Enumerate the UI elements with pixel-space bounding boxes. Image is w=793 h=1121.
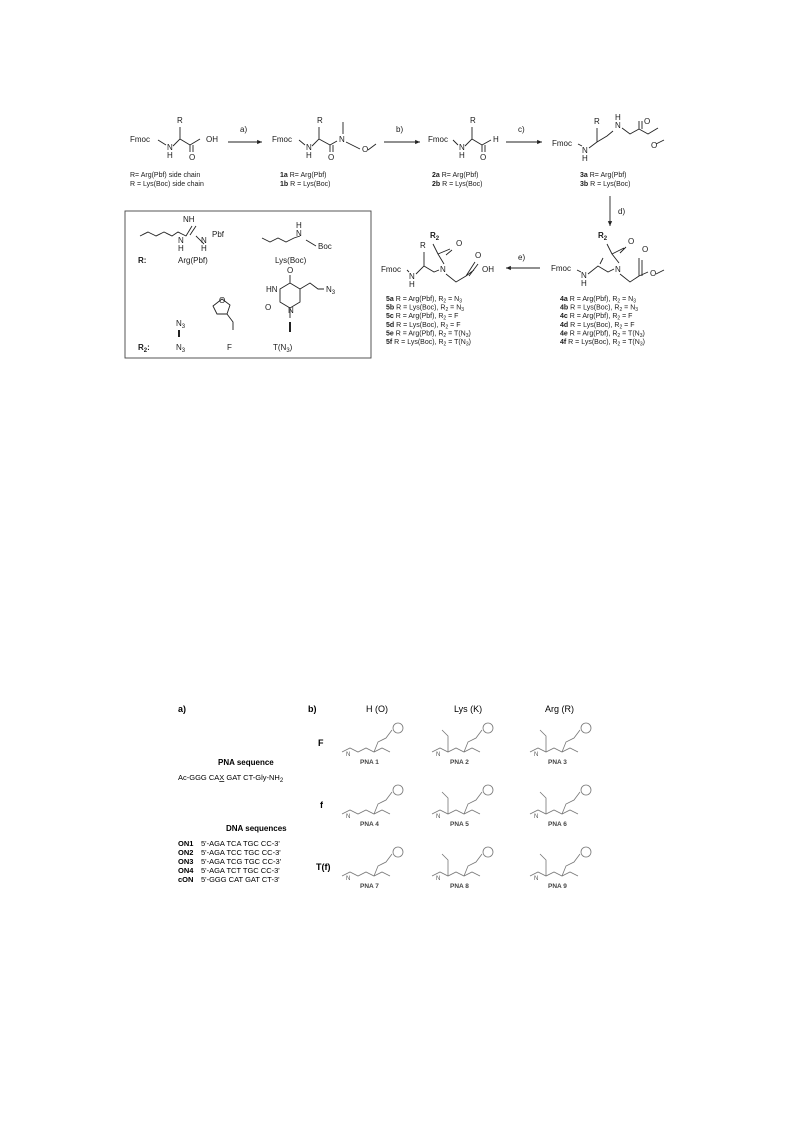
h-label: H xyxy=(581,279,587,288)
dna-seq: 5'-GGG CAT GAT CT-3' xyxy=(201,875,280,884)
h-label: H xyxy=(459,151,465,160)
nh-label: N xyxy=(534,814,539,820)
h-label: H xyxy=(167,151,173,160)
ring xyxy=(483,847,493,857)
row-label-tf: T(f) xyxy=(316,862,331,872)
ring xyxy=(393,723,403,733)
n-label: N xyxy=(615,121,621,130)
pna-structure xyxy=(342,785,403,828)
pna-label: PNA 8 xyxy=(450,883,469,890)
paren: ) xyxy=(642,339,645,346)
subscript: 2 xyxy=(443,298,447,305)
h-label: H xyxy=(409,280,415,289)
nh-label: N xyxy=(346,814,351,820)
subscript: 3 xyxy=(465,341,469,348)
compound-id: 4f xyxy=(560,339,567,346)
r2-label xyxy=(598,231,608,242)
subscript: 2 xyxy=(443,315,447,322)
compound-4-row xyxy=(560,330,645,339)
n-label: N xyxy=(178,236,184,245)
subscript: 2 xyxy=(443,341,447,348)
nh-label: N xyxy=(436,876,441,882)
compound-id: 5c xyxy=(386,313,394,321)
column-header-h: H (O) xyxy=(366,704,388,714)
t-text: T(N xyxy=(273,343,287,352)
o-label: O xyxy=(650,269,657,278)
pna-sequence-title: PNA sequence xyxy=(218,758,274,767)
compound-4-row xyxy=(560,313,632,322)
n3-label xyxy=(326,285,336,296)
n3-subscript: 3 xyxy=(331,290,336,296)
compound-5-row xyxy=(386,313,458,322)
r-label: R xyxy=(317,116,323,125)
step-e-label: e) xyxy=(518,253,526,262)
dna-id: ON4 xyxy=(178,866,194,875)
compound-id: 5f xyxy=(386,339,393,346)
step-b-label: b) xyxy=(396,125,404,134)
fmoc-label: Fmoc xyxy=(272,135,292,144)
pna-label: PNA 7 xyxy=(360,883,379,890)
compound-id: 5a xyxy=(386,296,394,303)
dna-id: ON1 xyxy=(178,839,194,848)
hn-label: HN xyxy=(266,285,278,294)
compound-desc: R= Arg(Pbf) xyxy=(287,172,327,179)
o-label: O xyxy=(480,153,487,162)
compound-id: 4b xyxy=(560,304,569,312)
compound-id-3a: 3a xyxy=(580,172,588,179)
compound-desc: R = Lys(Boc), R xyxy=(566,339,618,346)
ring xyxy=(581,847,591,857)
compound-desc: R = Lys(Boc) xyxy=(288,181,331,188)
compound-4-row xyxy=(560,296,636,305)
r2-value: = N xyxy=(622,304,636,312)
h-label: H xyxy=(582,154,588,163)
svg-text:2a R= Arg(Pbf) xyxy=(432,172,479,179)
svg-text:3a R= Arg(Pbf) xyxy=(580,172,627,179)
compound-4-row xyxy=(560,339,645,348)
pna-structure xyxy=(432,847,493,890)
o-label: O xyxy=(651,141,658,150)
n-label: N xyxy=(615,265,621,274)
subscript: 3 xyxy=(635,307,639,314)
h-label: H xyxy=(178,244,184,253)
n-label: N xyxy=(296,229,302,238)
column-header-arg: Arg (R) xyxy=(545,704,574,714)
n3-structure xyxy=(176,319,186,330)
n-label: N xyxy=(409,272,415,281)
compound-desc: R = Lys(Boc), R xyxy=(394,321,446,329)
subscript: 2 xyxy=(617,341,621,348)
t-n3-label xyxy=(273,343,293,354)
row-label-f-lower: f xyxy=(320,800,323,810)
subscript: 2 xyxy=(617,332,621,339)
arg-pbf-label: Arg(Pbf) xyxy=(178,256,208,265)
legend xyxy=(138,215,336,354)
dna-row xyxy=(178,866,280,875)
nh-label: N xyxy=(346,876,351,882)
subscript: 3 xyxy=(633,298,637,305)
compound-4-row xyxy=(560,322,635,331)
nh-label: N xyxy=(436,814,441,820)
ring xyxy=(581,723,591,733)
r2-value: = T(N xyxy=(620,330,640,338)
compound-id: 5d xyxy=(386,321,395,329)
compound-2 xyxy=(428,116,499,188)
h-label: H xyxy=(201,244,207,253)
row-label-f-upper: F xyxy=(318,738,324,748)
dna-seq: 5'-AGA TCT TGC CC-3' xyxy=(201,866,280,875)
r2-legend-label xyxy=(138,343,150,354)
cationic-chain xyxy=(442,730,448,752)
r-label: R xyxy=(177,116,183,125)
compound-desc: R = Arg(Pbf), R xyxy=(567,330,618,338)
subscript: 2 xyxy=(617,298,621,305)
cationic-chain xyxy=(442,792,448,814)
pbf-label: Pbf xyxy=(212,230,225,239)
r2-value: = T(N xyxy=(620,339,640,346)
r2-label xyxy=(430,231,440,242)
compound-id: 5b xyxy=(386,304,395,312)
compound-desc: R = Lys(Boc), R xyxy=(394,304,446,312)
compound-id-1a: 1a xyxy=(280,172,288,179)
h-label: H xyxy=(615,113,621,122)
compound-5-row xyxy=(386,305,464,314)
dna-id: ON2 xyxy=(178,848,194,857)
r2-text: R xyxy=(138,343,144,352)
thymine-ring xyxy=(280,275,324,318)
f-label: F xyxy=(227,343,232,352)
pna-label: PNA 1 xyxy=(360,759,379,766)
pna-seq-x: X xyxy=(219,773,225,782)
side-chain-note-lys: R = Lys(Boc) side chain xyxy=(130,181,204,188)
boc-label: Boc xyxy=(318,242,332,251)
compound-5-row xyxy=(386,296,462,305)
dna-id: cON xyxy=(178,875,194,884)
subscript: 2 xyxy=(445,324,449,331)
compound-desc: R = Lys(Boc) xyxy=(588,181,631,188)
n-label: N xyxy=(339,135,345,144)
pna-label: PNA 2 xyxy=(450,759,469,766)
compound-id: 5e xyxy=(386,330,394,338)
dna-seq: 5'-AGA TCA TGC CC-3' xyxy=(201,839,280,848)
subscript: 3 xyxy=(461,307,465,314)
step-d-label: d) xyxy=(618,207,626,216)
h-label: H xyxy=(306,151,312,160)
compound-5 xyxy=(381,231,494,348)
r2-subscript: 2 xyxy=(603,236,608,242)
lys-boc-label: Lys(Boc) xyxy=(275,256,307,265)
pna-structure xyxy=(530,785,591,828)
ring xyxy=(581,785,591,795)
r2-text: R xyxy=(598,231,604,240)
subscript: 2 xyxy=(443,332,447,339)
paren: ) xyxy=(468,330,471,338)
o-label: O xyxy=(362,145,369,154)
step-c-label: c) xyxy=(518,125,525,134)
h-label: H xyxy=(493,135,499,144)
pna-structure xyxy=(432,723,493,766)
reaction-scheme xyxy=(0,0,793,400)
compound-desc: R = Lys(Boc), R xyxy=(392,339,444,346)
n-label: N xyxy=(440,265,446,274)
dna-row xyxy=(178,875,280,884)
compound-4-row xyxy=(560,305,638,314)
n-label: N xyxy=(581,271,587,280)
o-label: O xyxy=(328,153,335,162)
compound-desc: R = Arg(Pbf), R xyxy=(393,296,444,303)
compound-id: 4a xyxy=(560,296,568,303)
cationic-chain xyxy=(540,854,546,876)
compound-desc: R = Arg(Pbf), R xyxy=(567,313,618,321)
n3-subscript: 3 xyxy=(181,324,186,330)
pna-label: PNA 3 xyxy=(548,759,567,766)
r2-value: = N xyxy=(446,296,460,303)
subscript: 3 xyxy=(639,332,643,339)
pna-label: PNA 9 xyxy=(548,883,567,890)
compound-desc: R = Arg(Pbf), R xyxy=(393,330,444,338)
compound-desc: R= Arg(Pbf) xyxy=(587,172,627,179)
o-label: O xyxy=(628,237,635,246)
oh-label: OH xyxy=(482,265,494,274)
n-label: N xyxy=(582,146,588,155)
n-label: N xyxy=(201,236,207,245)
dna-seq: 5'-AGA TCG TGC CC-3' xyxy=(201,857,282,866)
n-label: N xyxy=(167,143,173,152)
dna-row xyxy=(178,839,280,848)
pna-structure xyxy=(342,723,403,766)
svg-text:2b R = Lys(Boc) xyxy=(432,181,483,188)
pna-figure xyxy=(0,690,793,890)
compound-id: 4e xyxy=(560,330,568,338)
nh-label: NH xyxy=(183,215,195,224)
r2-value: = T(N xyxy=(446,339,466,346)
dna-sequence-list xyxy=(178,839,282,884)
starting-amino-acid xyxy=(130,116,218,188)
compound-id-3b: 3b xyxy=(580,181,589,188)
compound-3 xyxy=(552,113,664,188)
nh-label: N xyxy=(534,876,539,882)
ring xyxy=(393,785,403,795)
column-header-lys: Lys (K) xyxy=(454,704,483,714)
r2-text: R xyxy=(430,231,436,240)
r2-subscript: 2 xyxy=(143,348,148,354)
compound-desc: R = Lys(Boc), R xyxy=(568,321,620,329)
compound-4-table xyxy=(560,296,645,348)
cationic-chain xyxy=(540,730,546,752)
compound-id-2a: 2a xyxy=(432,172,440,179)
compound-5-row xyxy=(386,322,461,331)
panel-b-label: b) xyxy=(308,704,317,714)
subscript: 3 xyxy=(459,298,463,305)
compound-desc: R = Arg(Pbf), R xyxy=(567,296,618,303)
pna-label: PNA 6 xyxy=(548,821,567,828)
n3-text: N xyxy=(176,319,182,328)
compound-5-table xyxy=(386,296,471,348)
n-label: N xyxy=(306,143,312,152)
step-a-label: a) xyxy=(240,125,248,134)
fmoc-label: Fmoc xyxy=(428,135,448,144)
ring xyxy=(483,723,493,733)
dna-row xyxy=(178,848,281,857)
nh-label: N xyxy=(346,752,351,758)
compound-desc: R = Arg(Pbf), R xyxy=(393,313,444,321)
paren: ) xyxy=(642,330,645,338)
o-label: O xyxy=(189,153,196,162)
r2-value: = F xyxy=(622,321,635,329)
r2-colon: : xyxy=(147,343,150,352)
r-label: R xyxy=(594,117,600,126)
r2-value: = F xyxy=(448,321,461,329)
pna-sequence xyxy=(178,773,284,784)
r2-value: = N xyxy=(448,304,462,312)
n3-text: N xyxy=(326,285,332,294)
r2-value: = F xyxy=(620,313,633,321)
r2-value: = F xyxy=(446,313,459,321)
fmoc-label: Fmoc xyxy=(381,265,401,274)
r2-value: = T(N xyxy=(446,330,466,338)
pna-structure-grid xyxy=(342,723,591,890)
o-label: O xyxy=(642,245,649,254)
r-label: R xyxy=(470,116,476,125)
panel-a-label: a) xyxy=(178,704,187,714)
fmoc-label: Fmoc xyxy=(130,135,150,144)
r-legend-label: R: xyxy=(138,256,147,265)
r2-value: = N xyxy=(620,296,634,303)
svg-text:1a R= Arg(Pbf) xyxy=(280,172,327,179)
compound-1 xyxy=(272,116,376,188)
h-label: H xyxy=(296,221,302,230)
pna-structure xyxy=(530,723,591,766)
compound-id-1b: 1b xyxy=(280,181,289,188)
subscript: 3 xyxy=(639,341,643,348)
cationic-chain xyxy=(442,854,448,876)
pna-seq-prefix: Ac-GGG CA xyxy=(178,773,220,782)
pna-label: PNA 5 xyxy=(450,821,469,828)
dna-sequences-title: DNA sequences xyxy=(226,824,287,833)
compound-id: 4c xyxy=(560,313,568,321)
o-label: O xyxy=(287,266,294,275)
dna-seq: 5'-AGA TCC TGC CC-3' xyxy=(201,848,281,857)
side-chain-note-arg: R= Arg(Pbf) side chain xyxy=(130,172,201,179)
o-label: O xyxy=(265,303,272,312)
pna-label: PNA 4 xyxy=(360,821,379,828)
compound-4 xyxy=(551,231,664,348)
subscript: 2 xyxy=(619,324,623,331)
fmoc-label: Fmoc xyxy=(551,264,571,273)
pna-seq-subscript: 2 xyxy=(279,778,284,784)
dna-row xyxy=(178,857,282,866)
r2-subscript: 2 xyxy=(435,236,440,242)
n-label: N xyxy=(288,306,294,315)
pna-structure xyxy=(432,785,493,828)
n3-subscript: 3 xyxy=(181,348,186,354)
compound-desc: R = Lys(Boc), R xyxy=(568,304,620,312)
compound-id-2b: 2b xyxy=(432,181,441,188)
o-label: O xyxy=(475,251,482,260)
subscript: 2 xyxy=(445,307,449,314)
dna-id: ON3 xyxy=(178,857,194,866)
oh-label: OH xyxy=(206,135,218,144)
svg-text:3b R = Lys(Boc) xyxy=(580,181,631,188)
nh-label: N xyxy=(436,752,441,758)
compound-id: 4d xyxy=(560,321,569,329)
o-label: O xyxy=(219,296,226,305)
n3-label xyxy=(176,343,186,354)
svg-text:1b R = Lys(Boc) xyxy=(280,181,331,188)
compound-5-row xyxy=(386,330,471,339)
subscript: 3 xyxy=(465,332,469,339)
o-label: O xyxy=(456,239,463,248)
subscript: 2 xyxy=(617,315,621,322)
t-end: ) xyxy=(289,343,293,352)
r-label: R xyxy=(420,241,426,250)
fmoc-label: Fmoc xyxy=(552,139,572,148)
cationic-chain xyxy=(540,792,546,814)
ring xyxy=(393,847,403,857)
compound-desc: R= Arg(Pbf) xyxy=(439,172,479,179)
paren: ) xyxy=(468,339,471,346)
pna-structure xyxy=(530,847,591,890)
n3-text: N xyxy=(176,343,182,352)
n-label: N xyxy=(459,143,465,152)
subscript: 2 xyxy=(619,307,623,314)
o-label: O xyxy=(644,117,651,126)
t-subscript: 3 xyxy=(286,348,290,354)
nh-label: N xyxy=(534,752,539,758)
pna-structure xyxy=(342,847,403,890)
ring xyxy=(483,785,493,795)
compound-5-row xyxy=(386,339,471,348)
compound-desc: R = Lys(Boc) xyxy=(440,181,483,188)
pna-seq-suffix: GAT CT-Gly-NH xyxy=(224,773,280,782)
